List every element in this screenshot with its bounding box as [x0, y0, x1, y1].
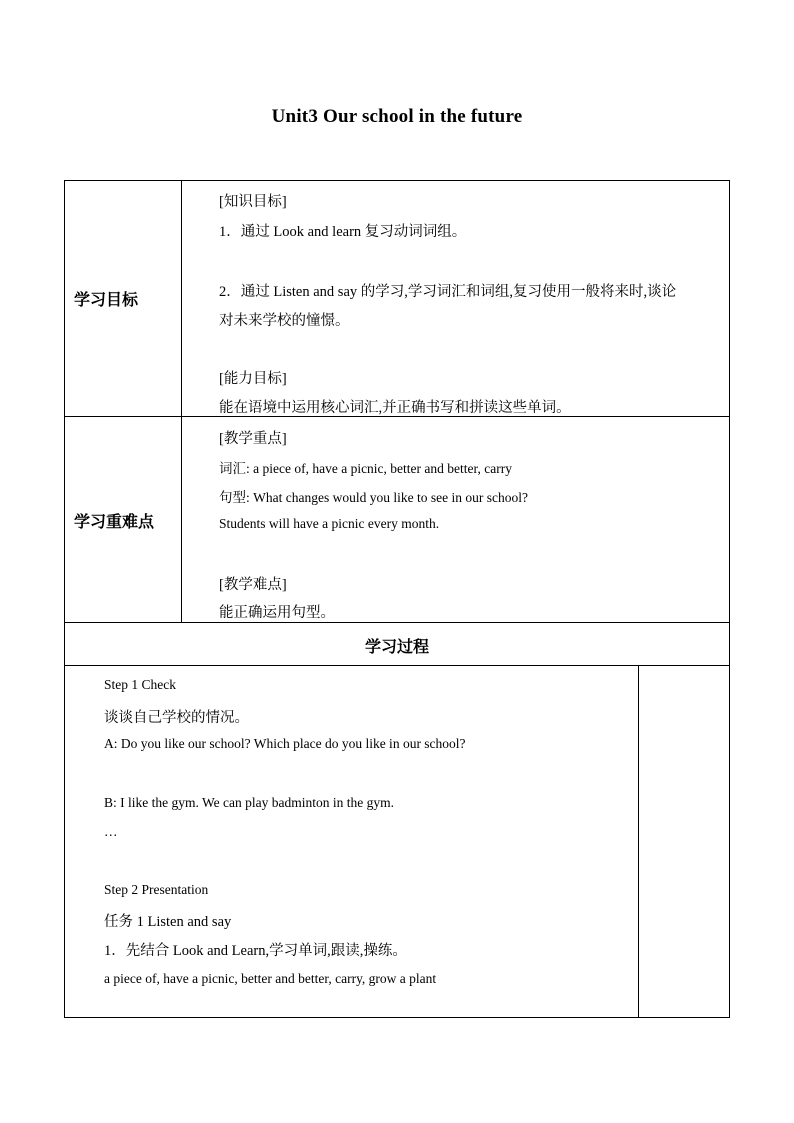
page-title: Unit3 Our school in the future [271, 106, 523, 127]
task-1-heading: 任务 1 Listen and say [104, 914, 232, 930]
objective-item-2-cont: 对未来学校的憧憬。 [219, 313, 350, 329]
teaching-focus-header: [教学重点] [219, 431, 287, 447]
step-2-heading: Step 2 Presentation [104, 882, 209, 897]
notes-column-divider [638, 665, 639, 1018]
dialog-line-a: A: Do you like our school? Which place do you like in our school? [104, 736, 466, 751]
process-section-title: 学习过程 [364, 637, 429, 656]
objectives-label: 学习目标 [74, 290, 139, 309]
vocabulary-line: 词汇: a piece of, have a picnic, better and better, carry [219, 461, 512, 476]
step-1-instruction: 谈谈自己学校的情况。 [104, 710, 249, 726]
step-1-heading: Step 1 Check [104, 677, 176, 692]
label-column-divider [181, 180, 182, 622]
objective-item-2: 2．通过 Listen and say 的学习,学习词汇和词组,复习使用一般将来时,谈论 [219, 284, 677, 300]
sentence-pattern-example: Students will have a picnic every month. [219, 516, 440, 531]
key-points-label: 学习重难点 [74, 512, 155, 531]
objective-item-1: 1．通过 Look and learn 复习动词词组。 [219, 224, 467, 240]
knowledge-goal-header: [知识目标] [219, 194, 287, 210]
phrase-list: a piece of, have a picnic, better and better, carry, grow a plant [104, 971, 437, 986]
row-divider [64, 665, 730, 666]
teaching-difficulty-header: [教学难点] [219, 577, 287, 593]
teaching-difficulty-text: 能正确运用句型。 [219, 605, 335, 621]
sentence-pattern-line: 句型: What changes would you like to see in our school? [219, 490, 528, 505]
ability-goal-text: 能在语境中运用核心词汇,并正确书写和拼读这些单词。 [219, 400, 571, 416]
ability-goal-header: [能力目标] [219, 371, 287, 387]
dialog-line-b: B: I like the gym. We can play badminton in the gym. [104, 795, 394, 810]
dialog-ellipsis: … [104, 824, 118, 839]
task-1-item-1: 1．先结合 Look and Learn,学习单词,跟读,操练。 [104, 943, 407, 959]
row-divider [64, 622, 730, 623]
